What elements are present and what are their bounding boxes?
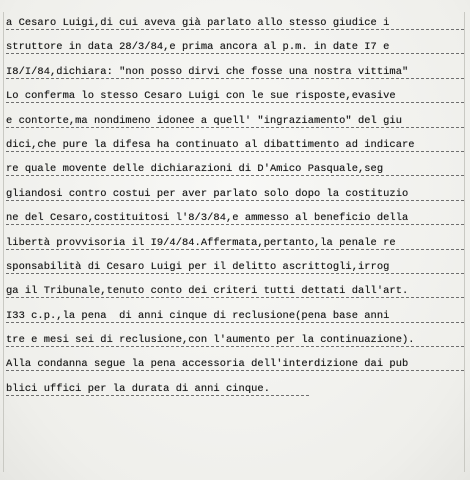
text-line: Lo conferma lo stesso Cesaro Luigi con le sue risposte,evasive — [6, 90, 464, 102]
text-line: re quale movente delle dichiarazioni di D'Amico Pasquale,seg — [6, 163, 464, 175]
text-line: tre e mesi sei di reclusione,con l'aumento per la continuazione). — [6, 334, 464, 346]
text-line: Alla condanna segue la pena accessoria dell'interdizione dai pub — [6, 358, 464, 370]
text-line: e contorte,ma nondimeno idonee a quell' "ingraziamento" del giu — [6, 115, 464, 127]
text-line: blici uffici per la durata di anni cinque. — [6, 383, 464, 395]
text-line: gliandosi contro costui per aver parlato solo dopo la costituzio — [6, 188, 464, 200]
text-line: ne del Cesaro,costituitosi l'8/3/84,e ammesso al beneficio della — [6, 212, 464, 224]
document-body — [6, 17, 464, 407]
text-line: sponsabilità di Cesaro Luigi per il delitto ascrittogli,irrog — [6, 261, 464, 273]
text-line: struttore in data 28/3/84,e prima ancora al p.m. in date I7 e — [6, 41, 464, 53]
text-line: a Cesaro Luigi,di cui aveva già parlato allo stesso giudice i — [6, 17, 464, 29]
text-line: ga il Tribunale,tenuto conto dei criteri tutti dettati dall'art. — [6, 285, 464, 297]
right-margin-line — [464, 12, 465, 472]
text-line: I33 c.p.,la pena di anni cinque di reclusione(pena base anni — [6, 310, 464, 322]
left-margin-line — [3, 12, 4, 472]
text-line: I8/I/84,dichiara: "non posso dirvi che fosse una nostra vittima" — [6, 66, 464, 78]
text-line: dici,che pure la difesa ha continuato al dibattimento ad indicare — [6, 139, 464, 151]
text-line: libertà provvisoria il I9/4/84.Affermata,pertanto,la penale re — [6, 237, 464, 249]
